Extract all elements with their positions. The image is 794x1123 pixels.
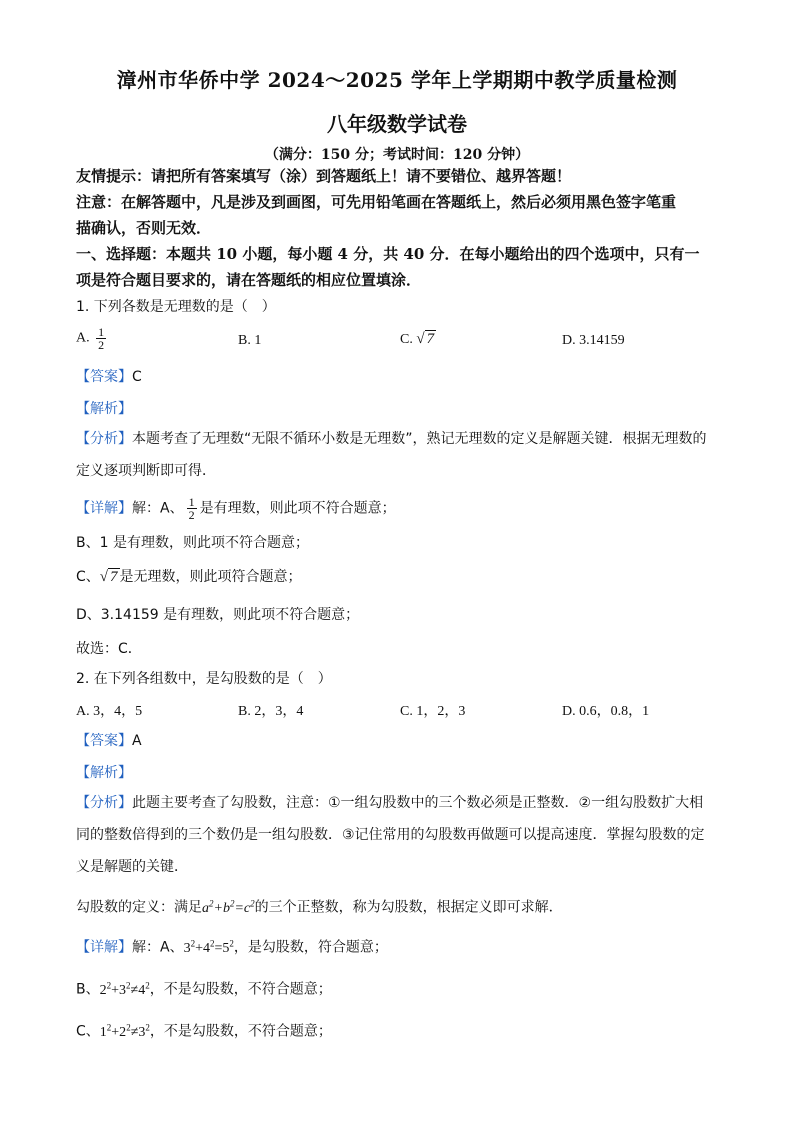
drawing-note-line-2: 描确认，否则无效． <box>76 219 212 237</box>
q1-detail-d: D、3.14159 是有理数，则此项不符合题意； <box>76 607 360 623</box>
q2-stem: 2. 在下列各组数中，是勾股数的是（ ） <box>76 671 332 687</box>
answer-tag: 【答案】 <box>76 369 132 385</box>
option-a-label: A. <box>76 330 90 346</box>
q2-option-d: D. 0.6，0.8，1 <box>562 704 650 719</box>
q2-option-b: B. 2，3，4 <box>238 704 304 719</box>
detail-b-prefix: B、 <box>76 981 100 998</box>
friendly-tip: 友情提示：请把所有答案填写（涂）到答题纸上！请不要错位、越界答题！ <box>76 167 572 185</box>
answer-value: C <box>132 369 142 385</box>
definition-suffix: 的三个正整数，称为勾股数，根据定义即可求解． <box>254 899 563 916</box>
q2-option-a: A. 3，4，5 <box>76 704 143 719</box>
option-c-label: C. <box>400 332 413 347</box>
q2-detail-c <box>76 1016 726 1044</box>
detail-c-prefix: C、 <box>76 569 100 585</box>
q2-fenxi-line-1 <box>76 792 726 814</box>
q2-fenxi-line-2: 同的整数倍得到的三个数仍是一组勾股数．③记住常用的勾股数再做题可以提高速度．掌握勾股数的定 <box>76 827 705 843</box>
section-one-instruction-2: 项是符合题目要求的，请在答题纸的相应位置填涂． <box>76 271 422 289</box>
q2-detail-b <box>76 974 726 1002</box>
section-one-instruction-1: 一、选择题：本题共 10 小题，每小题 4 分，共 40 分．在每小题给出的四个选项中，只有一 <box>76 245 700 263</box>
detail-tag: 【详解】 <box>76 500 132 517</box>
exam-title: 漳州市华侨中学 2024～2025 学年上学期期中教学质量检测 <box>116 68 678 92</box>
q1-stem: 1. 下列各数是无理数的是（ ） <box>76 299 276 315</box>
drawing-note-line-1: 注意：在解答题中，凡是涉及到画图，可先用铅笔画在答题纸上，然后必须用黑色签字笔重 <box>76 193 677 211</box>
q1-detail-b: B、1 是有理数，则此项不符合题意； <box>76 535 309 551</box>
q2-definition <box>76 892 726 920</box>
q1-answer <box>76 366 726 388</box>
inequation-2-3-4: $2^2+3^2\ne 4^2$ <box>99 980 150 998</box>
fraction-numerator: 1 <box>98 325 105 339</box>
radicand: 7 <box>426 331 435 347</box>
inequation-1-2-3: $1^2+2^2\ne 3^2$ <box>99 1022 150 1040</box>
sqrt-seven: √ 7 <box>99 569 118 585</box>
q2-detail-a <box>76 932 726 960</box>
exam-subtitle: 八年级数学试卷 <box>327 112 467 136</box>
detail-a-prefix: 解：A、 <box>132 500 184 517</box>
detail-c-prefix: C、 <box>76 1023 100 1040</box>
fraction-denominator: 2 <box>98 338 105 352</box>
answer-tag: 【答案】 <box>76 733 132 749</box>
pythagorean-formula: $a^2+b^2=c^2$ <box>202 898 255 916</box>
q1-analysis-tag <box>76 398 726 420</box>
q1-choose: 故选：C． <box>76 641 142 657</box>
fenxi-tag: 【分析】 <box>76 431 132 447</box>
q1-option-c <box>400 331 436 348</box>
q1-detail-a <box>76 496 726 521</box>
score-time-line: （满分：150 分；考试时间：120 分钟） <box>264 147 530 163</box>
fenxi-text: 此题主要考查了勾股数，注意：①一组勾股数中的三个数必须是正整数．②一组勾股数扩大相 <box>132 795 704 811</box>
detail-a-prefix: 解：A、 <box>132 939 184 956</box>
q1-detail-c <box>76 566 726 588</box>
definition-prefix: 勾股数的定义：满足 <box>76 899 202 916</box>
q1-option-a <box>76 326 109 351</box>
analysis-tag: 【解析】 <box>76 765 132 781</box>
fenxi-text: 本题考查了无理数“无限不循环小数是无理数”，熟记无理数的定义是解题关键．根据无理数的 <box>132 431 707 447</box>
q1-fenxi-line-1 <box>76 428 726 450</box>
detail-tag: 【详解】 <box>76 939 132 956</box>
detail-a-suffix: 是有理数，则此项不符合题意； <box>199 500 396 517</box>
fraction-one-half <box>96 326 106 351</box>
sqrt-seven: √ 7 <box>416 331 435 347</box>
q1-fenxi-line-2: 定义逐项判断即可得． <box>76 463 216 479</box>
fraction-numerator: 1 <box>188 495 195 509</box>
fraction-one-half <box>187 496 197 521</box>
detail-a-suffix: ，是勾股数，符合题意； <box>233 939 388 956</box>
q2-answer <box>76 730 726 752</box>
fraction-denominator: 2 <box>188 508 195 522</box>
detail-c-suffix: 是无理数，则此项符合题意； <box>119 569 302 585</box>
q1-option-d: D. 3.14159 <box>562 333 625 348</box>
q2-option-c: C. 1，2，3 <box>400 704 466 719</box>
analysis-tag: 【解析】 <box>76 401 132 417</box>
detail-b-suffix: ，不是勾股数，不符合题意； <box>149 981 332 998</box>
detail-c-suffix: ，不是勾股数，不符合题意； <box>149 1023 332 1040</box>
equation-3-4-5: $3^2+4^2=5^2$ <box>183 938 234 956</box>
fenxi-tag: 【分析】 <box>76 795 132 811</box>
q1-option-b: B. 1 <box>238 333 262 348</box>
radicand: 7 <box>110 569 118 585</box>
q2-fenxi-line-3: 义是解题的关键． <box>76 859 188 875</box>
answer-value: A <box>132 733 142 749</box>
q2-analysis-tag <box>76 762 726 784</box>
